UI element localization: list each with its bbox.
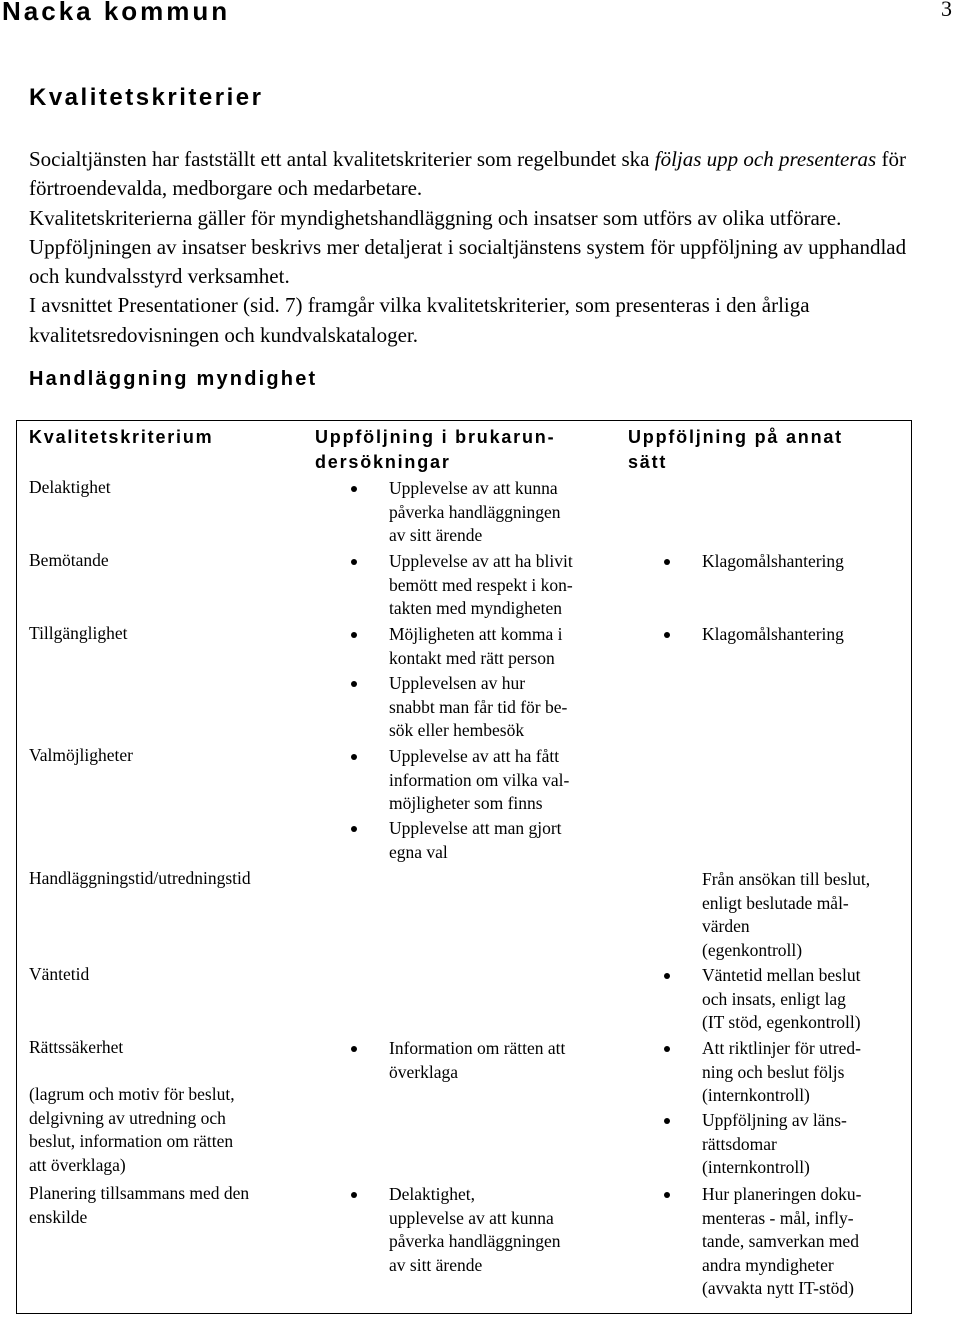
survey-item-text: Delaktighet, upplevelse av att kunna påverka handläggningen av sitt ärende (389, 1184, 561, 1275)
intro-p1-text-a: Socialtjänsten har fastställt ett antal kvalitetskriterier som regelbundet ska (29, 147, 655, 171)
criterion-handlaggningstid: Handläggningstid/utredningstid (29, 868, 251, 888)
intro-paragraph-3: I avsnittet Presentationer (sid. 7) framgår vilka kvalitetskriterier, som presenteras i den årliga kvalitetsredovisningen och kundvalskataloger. (29, 293, 810, 347)
header-other-line-2: sätt (628, 452, 668, 472)
bullet-icon (664, 1046, 670, 1052)
other-item-text: Hur planeringen doku- menteras - mål, infly- tande, samverkan med andra myndigheter (avvakta nytt IT-stöd) (702, 1184, 862, 1298)
bullet-icon (664, 632, 670, 638)
header-survey (315, 425, 555, 475)
criterion-vantetid: Väntetid (29, 964, 90, 984)
bullet-icon (351, 1192, 357, 1198)
bullet-icon (351, 754, 357, 760)
header-other (628, 425, 843, 475)
survey-item-text: Upplevelse att man gjort egna val (389, 818, 562, 862)
document-header-title: Nacka kommun (2, 0, 231, 26)
header-other-line-1: Uppföljning på annat (628, 427, 843, 447)
criterion-bemotande: Bemötande (29, 550, 109, 570)
bullet-icon (351, 826, 357, 832)
intro-p1-italic: följas upp och presenteras (654, 147, 877, 171)
header-criterion: Kvalitetskriterium (29, 427, 214, 447)
bullet-icon (351, 486, 357, 492)
survey-item-text: Upplevelse av att kunna påverka handläggningen av sitt ärende (389, 478, 561, 545)
criterion-planering: Planering tillsammans med den enskilde (29, 1183, 250, 1227)
criterion-delaktighet: Delaktighet (29, 477, 111, 497)
survey-item-text: Information om rätten att överklaga (389, 1038, 566, 1082)
criterion-rattssakerhet-note: (lagrum och motiv för beslut, delgivning av utredning och beslut, information om rätten att överklaga) (29, 1084, 235, 1175)
bullet-icon (664, 1192, 670, 1198)
other-item-text: Klagomålshantering (702, 624, 844, 644)
header-survey-line-1: Uppföljning i brukarun- (315, 427, 556, 447)
intro-p1-text-b: för förtroendevalda, medborgare och medarbetare. (29, 147, 906, 201)
other-item-text: Klagomålshantering (702, 551, 844, 571)
other-item-text: Väntetid mellan beslut och insats, enligt lag (IT stöd, egenkontroll) (702, 965, 861, 1032)
bullet-icon (351, 632, 357, 638)
survey-item-text: Upplevelsen av hur snabbt man får tid för be- sök eller hembesök (389, 673, 568, 740)
intro-paragraph-2: Kvalitetskriterierna gäller för myndighetshandläggning och insatser som utförs av olika utförare. Uppföljningen av insatser beskrivs mer detaljerat i socialtjänstens system för uppföljning av upphandlad och kundvalsstyrd verksamhet. (29, 205, 907, 289)
subsection-title: Handläggning myndighet (29, 368, 318, 390)
other-item-text: Att riktlinjer för utred- ning och beslut följs (internkontroll) (702, 1038, 861, 1105)
page-number: 3 (941, 0, 952, 21)
bullet-icon (664, 973, 670, 979)
other-item-text: Uppföljning av läns- rättsdomar (internkontroll) (702, 1110, 847, 1177)
criterion-rattssakerhet: Rättssäkerhet (29, 1037, 124, 1057)
section-title: Kvalitetskriterier (29, 84, 264, 111)
criterion-tillganglighet: Tillgänglighet (29, 623, 128, 643)
survey-item-text: Möjligheten att komma i kontakt med rätt person (389, 624, 563, 668)
survey-item-text: Upplevelse av att ha fått information om vilka val- möjligheter som finns (389, 746, 570, 813)
bullet-icon (351, 1046, 357, 1052)
intro-paragraph-1 (29, 145, 909, 204)
header-survey-line-2: dersökningar (315, 452, 451, 472)
bullet-icon (351, 681, 357, 687)
intro-text (29, 145, 909, 350)
survey-item-text: Upplevelse av att ha blivit bemött med respekt i kon- takten med myndigheten (389, 551, 573, 618)
bullet-icon (664, 1118, 670, 1124)
bullet-icon (351, 559, 357, 565)
other-item-text: Från ansökan till beslut, enligt beslutade mål- värden (egenkontroll) (702, 869, 871, 960)
criterion-valmojligheter: Valmöjligheter (29, 745, 134, 765)
bullet-icon (664, 559, 670, 565)
